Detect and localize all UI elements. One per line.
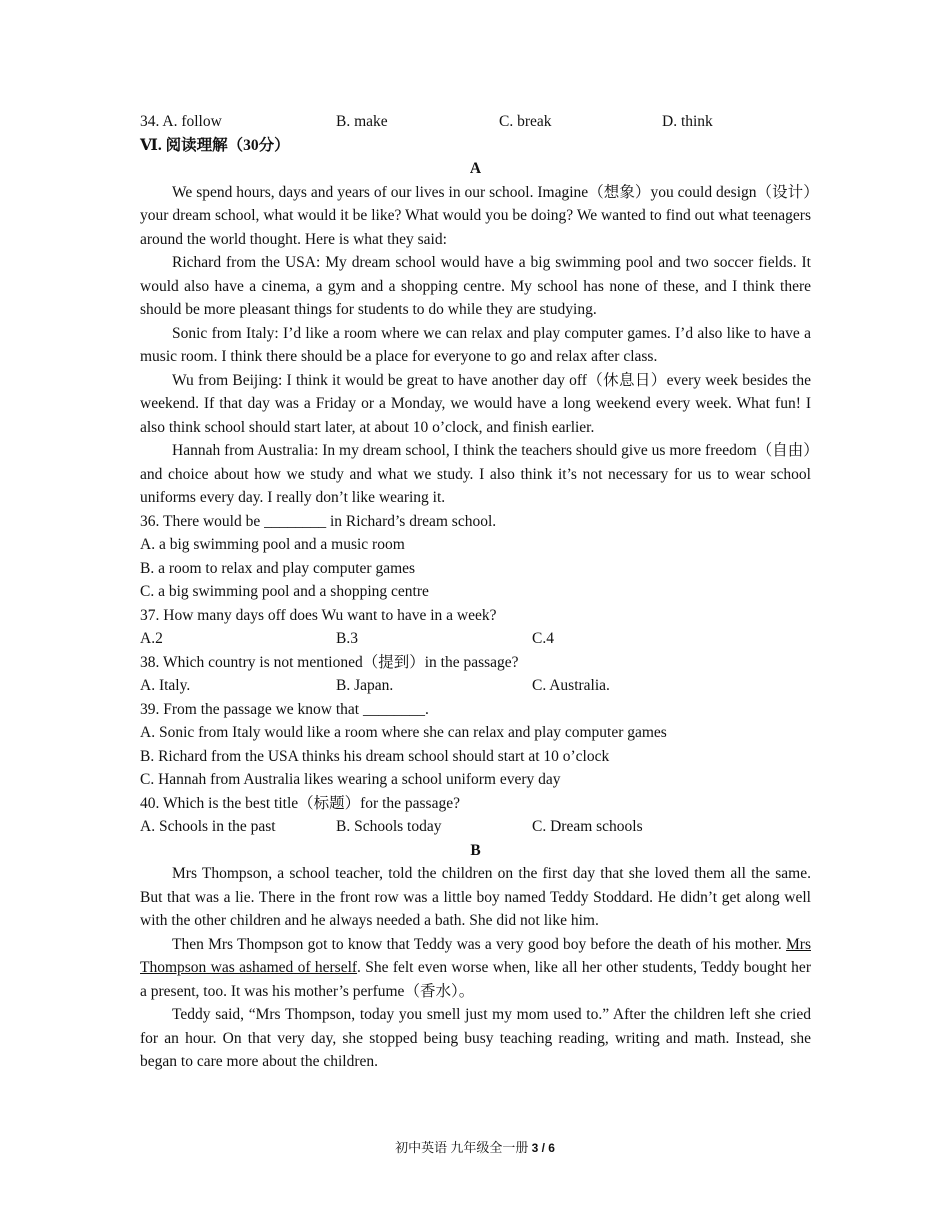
q36-option-a: A. a big swimming pool and a music room [140, 536, 405, 553]
q40-option-b: B. Schools today [336, 818, 442, 835]
question-37-options [140, 627, 811, 651]
q39-option-c: C. Hannah from Australia likes wearing a school uniform every day [140, 771, 561, 788]
q37-option-c: C.4 [532, 630, 554, 647]
passage-a-label: A [469, 160, 482, 177]
passage-b-paragraph: Teddy said, “Mrs Thompson, today you smell just my mom used to.” After the children left she cried for an hour. On that very day, she stopped being busy teaching reading, writing and math. Instead, she began to care more about the children. [140, 1006, 811, 1070]
question-37-stem: 37. How many days off does Wu want to have in a week? [140, 606, 497, 624]
q34-option-b: B. make [336, 113, 388, 130]
q34-option-a: 34. A. follow [140, 113, 222, 130]
q40-option-c: C. Dream schools [532, 818, 643, 835]
q38-option-b: B. Japan. [336, 677, 394, 694]
passage-b-paragraph [140, 933, 811, 1004]
q36-option-b: B. a room to relax and play computer games [140, 559, 416, 577]
passage-b-text: . She felt even worse when, like all her other students, Teddy bought her a present, too. It was his mother’s perfume（香水）。 [140, 959, 811, 1000]
q38-option-a: A. Italy. [140, 677, 191, 694]
q36-option-c: C. a big swimming pool and a shopping centre [140, 583, 429, 600]
question-40-stem: 40. Which is the best title（标题）for the passage? [140, 794, 460, 812]
question-39-stem: 39. From the passage we know that ________. [140, 700, 429, 718]
passage-a-paragraph: Richard from the USA: My dream school would have a big swimming pool and two soccer fields. It would also have a cinema, a gym and a shopping centre. My school has none of these, and I think there should be more pleasant things for students to do while they are studying. [140, 254, 811, 318]
passage-a-paragraph: We spend hours, days and years of our lives in our school. Imagine（想象）you could design（设计）your dream school, what would it be like? What would you be doing? We wanted to find out what teenagers around the world thought. Here is what they said: [140, 183, 811, 248]
footer-text: 初中英语 九年级全一册 [395, 1140, 532, 1155]
section-title: Ⅵ. 阅读理解（30分） [140, 136, 290, 154]
q34-option-d: D. think [662, 113, 713, 130]
page-footer [0, 1139, 950, 1157]
question-34 [140, 110, 811, 134]
question-36-stem: 36. There would be ________ in Richard’s dream school. [140, 512, 497, 530]
question-38-stem: 38. Which country is not mentioned（提到）in the passage? [140, 653, 519, 671]
q40-option-a: A. Schools in the past [140, 818, 276, 835]
page-number: 3 / 6 [531, 1141, 555, 1155]
q39-option-b: B. Richard from the USA thinks his dream school should start at 10 o’clock [140, 747, 610, 765]
passage-b-label: B [470, 841, 481, 859]
passage-a-paragraph: Sonic from Italy: I’d like a room where we can relax and play computer games. I’d also like to have a music room. I think there should be a place for everyone to go and relax after class. [140, 324, 811, 365]
question-40-options [140, 815, 811, 839]
question-38-options [140, 674, 811, 698]
passage-a-paragraph: Wu from Beijing: I think it would be great to have another day off（休息日）every week besides the weekend. If that day was a Friday or a Monday, we would have a long weekend every week. What fun! I also think school should start later, at about 10 o’clock, and finish earlier. [140, 371, 811, 436]
passage-b-paragraph: Mrs Thompson, a school teacher, told the children on the first day that she loved them all the same. But that was a lie. There in the front row was a little boy named Teddy Stoddard. He didn’t get along well with the other children and he always needed a bath. She did not like him. [140, 865, 811, 929]
passage-a-paragraph: Hannah from Australia: In my dream school, I think the teachers should give us more freedom（自由）and choice about how we study and what we study. I also think it’s not necessary for us to wear school uniforms every day. I really don’t like wearing it. [140, 442, 811, 506]
q34-option-c: C. break [499, 113, 552, 130]
passage-b-text: Then Mrs Thompson got to know that Teddy was a very good boy before the death of his mother. [172, 935, 787, 953]
q38-option-c: C. Australia. [532, 677, 610, 694]
q39-option-a: A. Sonic from Italy would like a room where she can relax and play computer games [140, 724, 667, 741]
page-content [140, 110, 811, 1074]
q37-option-b: B.3 [336, 630, 358, 647]
q37-option-a: A.2 [140, 630, 163, 647]
underlined-sentence: Mrs Thompson was ashamed of herself [140, 935, 811, 976]
